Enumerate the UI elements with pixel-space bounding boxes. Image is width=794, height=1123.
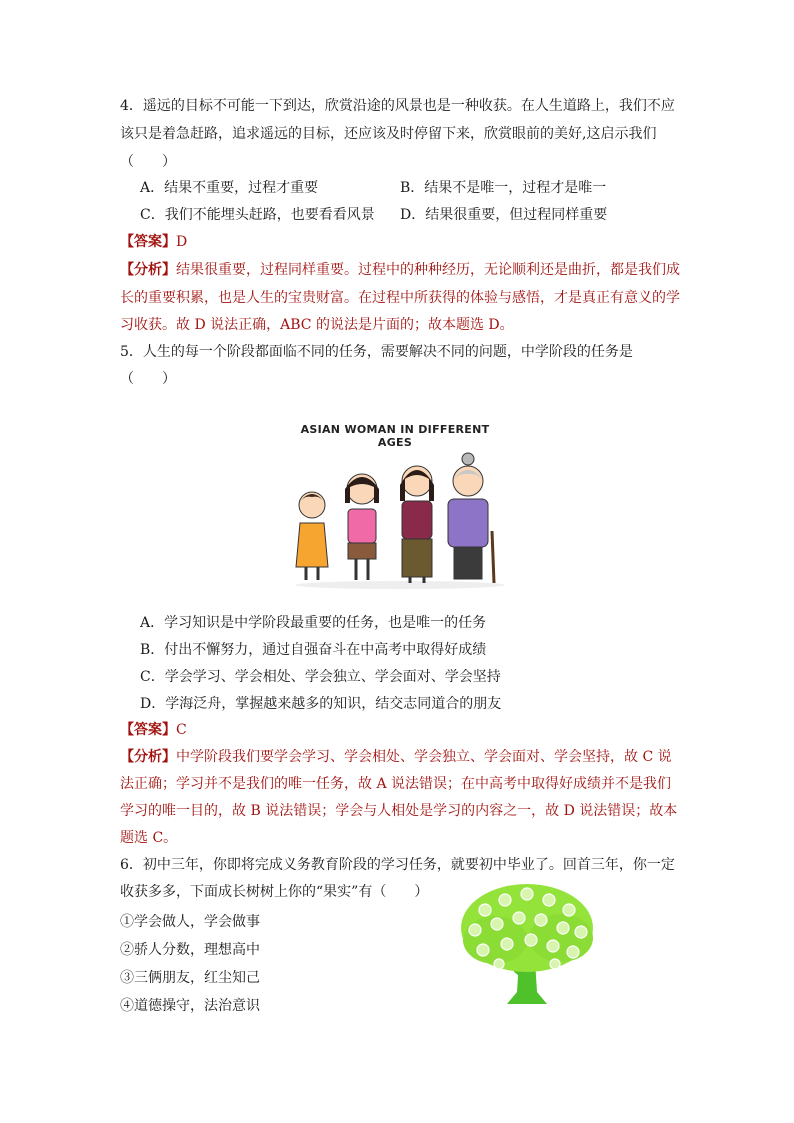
q5-analysis-line1 xyxy=(120,747,672,767)
q4-analysis-label: 【分析】 xyxy=(120,262,176,278)
q6-item-1: ①学会做人，学会做事 xyxy=(120,914,260,930)
q4-analysis-line2: 长的重要积累，也是人生的宝贵财富。在过程中所获得的体验与感悟，才是真正有意义的学 xyxy=(120,290,680,306)
grandma-figure xyxy=(448,453,494,583)
q6-stem-line2: 收获多多，下面成长树树上你的“果实”有（ ） xyxy=(120,884,429,900)
woman-figure xyxy=(400,466,434,583)
q5-paren: （ ） xyxy=(120,371,176,387)
q4-analysis-text1: 结果很重要，过程同样重要。过程中的种种经历，无论顺利还是曲折，都是我们成 xyxy=(176,262,680,278)
q4-analysis-line1 xyxy=(120,260,680,280)
q4-answer-label: 【答案】 xyxy=(120,234,176,250)
q4-paren: （ ） xyxy=(120,154,176,170)
q5-answer-label: 【答案】 xyxy=(120,722,176,738)
women-ages-illustration xyxy=(290,445,510,590)
q5-answer xyxy=(120,720,187,740)
q4-answer xyxy=(120,232,187,252)
q5-analysis-line2: 法正确；学习并不是我们的唯一任务，故 A 说法错误；在中高考中取得好成绩并不是我们 xyxy=(120,776,672,792)
q4-option-a: A．结果不重要，过程才重要 xyxy=(140,180,319,196)
girl-figure xyxy=(345,474,379,580)
q4-option-c: C．我们不能埋头赶路，也要看看风景 xyxy=(140,207,375,223)
q5-option-d: D．学海泛舟，掌握越来越多的知识，结交志同道合的朋友 xyxy=(140,696,502,712)
q5-stem-line1: 5．人生的每一个阶段都面临不同的任务，需要解决不同的问题，中学阶段的任务是 xyxy=(120,344,633,360)
q5-analysis-line4: 题选 C。 xyxy=(120,830,178,846)
figure-title: ASIAN WOMAN IN DIFFERENT AGES xyxy=(300,423,490,449)
growth-tree-illustration xyxy=(455,880,600,1010)
q5-option-b: B．付出不懈努力，通过自强奋斗在中高考中取得好成绩 xyxy=(140,642,487,658)
q6-item-4: ④道德操守，法治意识 xyxy=(120,998,260,1014)
q4-stem-line1: 4．遥远的目标不可能一下到达，欣赏沿途的风景也是一种收获。在人生道路上，我们不应 xyxy=(120,98,675,114)
toddler-figure xyxy=(296,492,328,580)
q6-stem-line1: 6．初中三年，你即将完成义务教育阶段的学习任务，就要初中毕业了。回首三年，你一定 xyxy=(120,857,675,873)
q5-option-c: C．学会学习、学会相处、学会独立、学会面对、学会坚持 xyxy=(140,669,501,685)
q4-option-d: D．结果很重要，但过程同样重要 xyxy=(400,207,608,223)
q5-analysis-text1: 中学阶段我们要学会学习、学会相处、学会独立、学会面对、学会坚持，故 C 说 xyxy=(176,749,672,765)
q6-item-2: ②骄人分数，理想高中 xyxy=(120,942,260,958)
q5-option-a: A．学习知识是中学阶段最重要的任务，也是唯一的任务 xyxy=(140,615,487,631)
q4-option-b: B．结果不是唯一，过程才是唯一 xyxy=(400,180,607,196)
q4-analysis-line3: 习收获。故 D 说法正确，ABC 的说法是片面的；故本题选 D。 xyxy=(120,317,514,333)
q4-answer-value: D xyxy=(176,234,188,250)
q6-item-3: ③三俩朋友，红尘知己 xyxy=(120,970,260,986)
q5-answer-value: C xyxy=(176,722,187,738)
q4-stem-line2: 该只是着急赶路，追求遥远的目标，还应该及时停留下来，欣赏眼前的美好,这启示我们 xyxy=(120,126,657,142)
q5-analysis-label: 【分析】 xyxy=(120,749,176,765)
q5-analysis-line3: 学习的唯一目的，故 B 说法错误；学会与人相处是学习的内容之一，故 D 说法错误；故本 xyxy=(120,803,678,819)
